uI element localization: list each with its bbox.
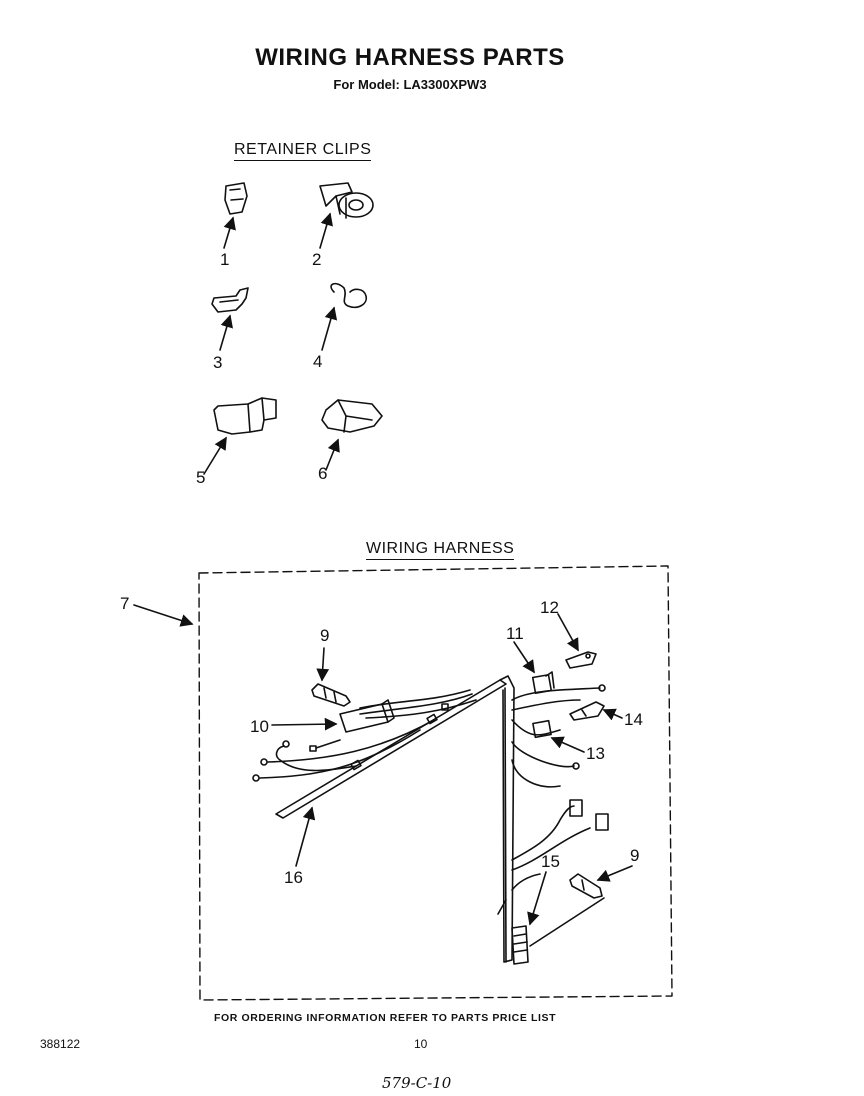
connector-11 (533, 672, 554, 693)
document-number: 388122 (40, 1037, 81, 1051)
callout-2: 2 (312, 250, 322, 269)
retainer-clip-4 (331, 284, 366, 308)
leader-9-lower (598, 866, 632, 880)
leader-12 (558, 614, 578, 650)
leader-15 (530, 872, 546, 924)
connector-10 (340, 700, 394, 732)
callout-7: 7 (120, 594, 130, 613)
plug-lower (596, 814, 608, 830)
retainer-clip-1 (225, 183, 247, 214)
callout-1: 1 (220, 250, 230, 269)
leader-1 (224, 218, 233, 248)
page-title: WIRING HARNESS PARTS (255, 44, 565, 71)
callout-3: 3 (213, 353, 223, 372)
terminal-9-upper (312, 684, 350, 706)
leader-9-upper (322, 648, 324, 680)
callout-14: 14 (624, 710, 643, 729)
harness-box (199, 566, 672, 1000)
callout-16: 16 (284, 868, 303, 887)
callout-9-lower: 9 (630, 846, 640, 865)
terminal-12 (566, 652, 596, 668)
terminal-14 (570, 702, 604, 720)
retainer-clips-heading: RETAINER CLIPS (234, 141, 371, 161)
plug-upper (570, 800, 582, 816)
leader-16 (296, 808, 312, 866)
leader-7 (134, 605, 192, 624)
connector-15 (512, 926, 528, 964)
callout-11: 11 (506, 624, 524, 643)
leader-10 (272, 724, 336, 725)
callout-15: 15 (541, 852, 560, 871)
leader-3 (220, 316, 230, 350)
callout-9-upper: 9 (320, 626, 330, 645)
leader-15b (530, 898, 604, 946)
callout-5: 5 (196, 468, 206, 487)
model-subtitle: For Model: LA3300XPW3 (333, 77, 487, 92)
ordering-note: FOR ORDERING INFORMATION REFER TO PARTS PRICE LIST (214, 1012, 557, 1024)
retainer-clip-6 (322, 400, 382, 432)
leader-6 (326, 440, 338, 470)
leader-11 (514, 642, 534, 672)
callout-6: 6 (318, 464, 328, 483)
callout-12: 12 (540, 598, 559, 617)
retainer-clip-3 (212, 288, 248, 312)
callout-10: 10 (250, 717, 269, 736)
terminal-9-lower (570, 874, 602, 898)
leader-14 (604, 710, 622, 718)
handwritten-code: 579-C-10 (382, 1074, 452, 1092)
retainer-clip-5 (214, 398, 276, 434)
leader-4 (322, 308, 334, 350)
page-number: 10 (414, 1037, 428, 1051)
leader-2 (320, 214, 330, 248)
callout-4: 4 (313, 352, 323, 371)
callout-13: 13 (586, 744, 605, 763)
leader-13 (552, 738, 584, 752)
harness-bundle (253, 676, 605, 962)
wiring-harness-heading: WIRING HARNESS (366, 540, 514, 560)
retainer-clip-2 (320, 183, 373, 218)
leader-5 (204, 438, 226, 474)
